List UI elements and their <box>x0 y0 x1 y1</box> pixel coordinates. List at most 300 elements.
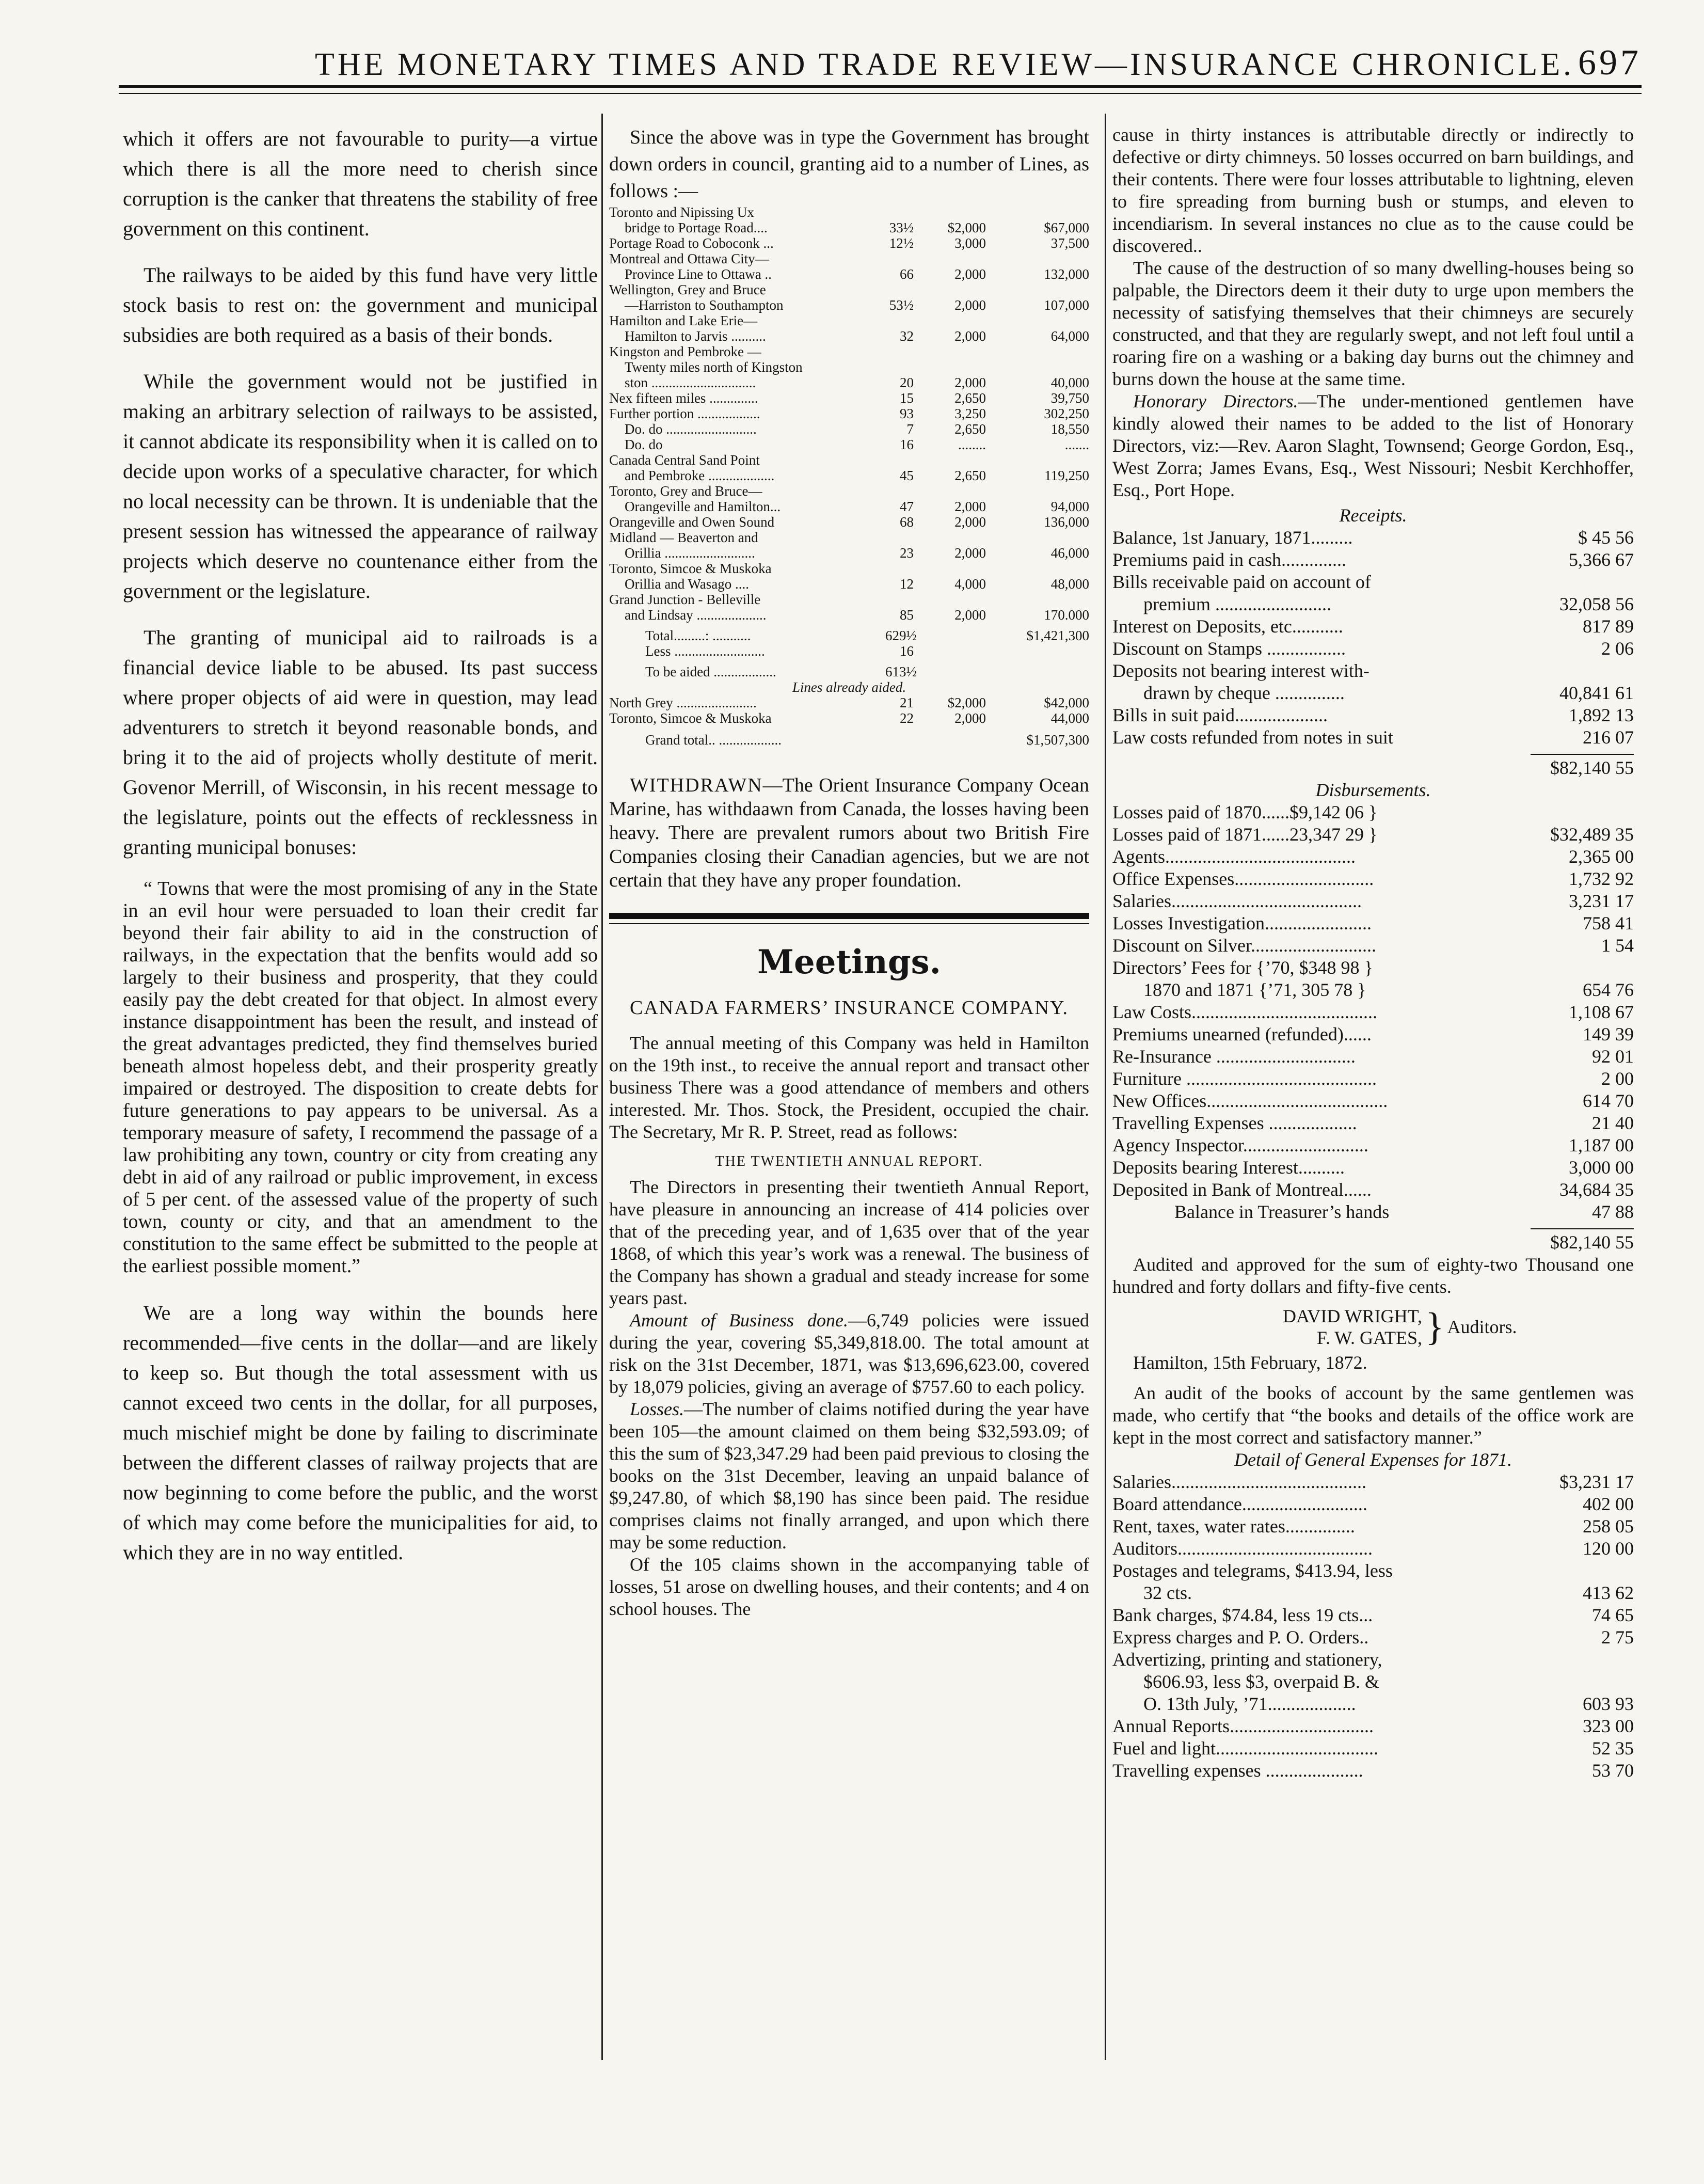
row-rate: 2,000 <box>954 545 986 561</box>
row-amount: 302,250 <box>1044 406 1089 421</box>
row-name: Toronto, Grey and Bruce— <box>609 483 762 499</box>
list-item <box>1112 1560 1634 1582</box>
row-rate: $2,000 <box>947 695 986 710</box>
header-rule-thin <box>119 93 1642 94</box>
withdrawn-paragraph <box>609 773 1089 892</box>
table-row <box>609 695 1089 710</box>
item-amount: 758 41 <box>1583 913 1634 933</box>
item-label: Bills receivable paid on account of <box>1112 572 1371 592</box>
general-expenses-list <box>1112 1471 1634 1782</box>
item-amount: 1 54 <box>1601 935 1634 956</box>
list-item <box>1112 549 1634 571</box>
list-item <box>1112 1179 1634 1201</box>
meeting-paragraph: The annual meeting of this Company was held in Hamilton on the 19th inst., to receive the annual report and transact other business There was a good attendance of members and others interested. Mr. Thos. Stock, the President, occupied the chair. The Secretary, Mr R. P. Street, read as follows: <box>609 1033 1089 1142</box>
withdrawn-text: —The Orient Insurance Company Ocean Marine, has withdaawn from Canada, the losses having been heavy. There are prevalent rumors about two British Fire Companies closing their Canadian agencies, but we are not certain that they have any proper foundation. <box>609 774 1089 891</box>
list-item <box>1112 1068 1634 1090</box>
row-amount: 107,000 <box>1044 297 1089 313</box>
row-miles: 66 <box>900 266 914 282</box>
grand-total <box>609 732 1089 748</box>
item-label: Interest on Deposits, etc........... <box>1112 616 1343 637</box>
item-amount: $32,489 35 <box>1550 824 1634 845</box>
list-item <box>1112 935 1634 957</box>
table-row <box>609 251 1089 266</box>
list-item <box>1112 1493 1634 1515</box>
list-item <box>1112 1023 1634 1046</box>
table-row <box>609 220 1089 235</box>
row-name: Kingston and Pembroke — <box>609 344 761 359</box>
list-item <box>1112 846 1634 868</box>
row-amount: 64,000 <box>1050 328 1089 344</box>
row-amount: 39,750 <box>1050 390 1089 406</box>
item-label: Salaries......................................... <box>1112 891 1362 911</box>
list-item <box>1112 1760 1634 1782</box>
row-rate: 2,000 <box>954 375 986 390</box>
item-amount: 2 75 <box>1601 1627 1634 1648</box>
item-amount: 5,366 67 <box>1569 549 1634 570</box>
list-item <box>1112 1001 1634 1023</box>
row-name: Twenty miles north of Kingston <box>625 359 803 375</box>
item-label: Premiums unearned (refunded)...... <box>1112 1024 1372 1044</box>
item-amount: 74 65 <box>1592 1605 1634 1625</box>
item-label: Agency Inspector........................... <box>1112 1135 1368 1156</box>
item-label: Balance, 1st January, 1871......... <box>1112 527 1353 548</box>
losses-paragraph <box>609 1398 1089 1554</box>
item-label: Losses Investigation....................... <box>1112 913 1372 933</box>
item-amount: 3,000 00 <box>1569 1157 1634 1178</box>
item-label: drawn by cheque ............... <box>1143 683 1345 703</box>
row-miles: 12 <box>900 576 914 592</box>
item-label: Annual Reports............................... <box>1112 1716 1374 1736</box>
row-name: Do. do .......................... <box>625 421 757 437</box>
row-rate: 3,250 <box>954 406 986 421</box>
editorial-paragraph-5: We are a long way within the bounds here recommended—five cents in the dollar—and are likely to keep so. But though the total assessment with us cannot exceed two cents in the dollar, for all purposes, much mischief might be done by failing to discriminate between the different classes of railway projects that are now beginning to come before the public, and the worst of which may come before the municipalities for aid, to which they are in no way entitled. <box>123 1301 598 1564</box>
row-miles: 22 <box>900 710 914 726</box>
row-name: Midland — Beaverton and <box>609 530 758 545</box>
row-rate: 2,000 <box>954 607 986 623</box>
honorary-paragraph <box>1112 390 1634 501</box>
losses-text: —The number of claims notified during the year have been 105—the amount claimed on them being $32,593.09; of this the sum of $23,347.29 had been paid previous to closing the books on the 31st December, leaving an unpaid balance of $9,247.80, of which $8,190 has since been paid. The residue comprises claims not finally arranged, and upon which there may be some reduction. <box>609 1399 1089 1553</box>
table-row <box>609 390 1089 406</box>
meetings-heading: Meetings. <box>757 943 941 982</box>
table-row <box>609 204 1089 220</box>
item-amount: 3,231 17 <box>1569 891 1634 911</box>
item-label: Discount on Silver........................... <box>1112 935 1376 956</box>
row-amount: 94,000 <box>1050 499 1089 514</box>
column-divider-1 <box>601 114 603 2060</box>
list-item <box>1112 1538 1634 1560</box>
row-rate: 2,000 <box>954 499 986 514</box>
list-item <box>1112 1515 1634 1538</box>
report-heading: THE TWENTIETH ANNUAL REPORT. <box>715 1153 983 1169</box>
table-row <box>609 359 1089 375</box>
lines-aided-table <box>609 695 1089 726</box>
claims-paragraph: Of the 105 claims shown in the accompanying table of losses, 51 arose on dwelling houses, and their contents; and 4 on school houses. The <box>609 1554 1089 1619</box>
row-rate: 2,000 <box>954 266 986 282</box>
item-label: Bills in suit paid.................... <box>1112 705 1328 725</box>
row-rate: $2,000 <box>947 220 986 235</box>
table-row <box>609 561 1089 576</box>
item-amount: 1,892 13 <box>1569 705 1634 725</box>
list-item <box>1112 1649 1634 1671</box>
list-item <box>1112 660 1634 682</box>
audit-paragraph: An audit of the books of account by the same gentlemen was made, who certify that “the books and details of the office work are kept in the most correct and satisfactory manner.” <box>1112 1383 1634 1448</box>
item-amount: 120 00 <box>1583 1538 1634 1559</box>
row-amount: $67,000 <box>1044 220 1089 235</box>
table-row <box>609 576 1089 592</box>
row-rate: 2,650 <box>954 421 986 437</box>
table-row <box>609 406 1089 421</box>
row-miles: 23 <box>900 545 914 561</box>
row-name: Do. do <box>625 437 663 452</box>
list-item <box>1112 682 1634 704</box>
table-row <box>609 344 1089 359</box>
table-row <box>609 375 1089 390</box>
item-amount: 216 07 <box>1583 727 1634 748</box>
row-rate: 3,000 <box>954 235 986 251</box>
withdrawn-lead: WITHDRAWN <box>630 774 763 796</box>
item-amount: $3,231 17 <box>1559 1471 1634 1492</box>
item-amount: 402 00 <box>1583 1494 1634 1514</box>
item-label: Board attendance........................... <box>1112 1494 1367 1514</box>
item-label: O. 13th July, ’71................... <box>1143 1694 1356 1714</box>
item-label: Balance in Treasurer’s hands <box>1174 1201 1390 1222</box>
railway-intro: Since the above was in type the Government has brought down orders in council, granting aid to a number of Lines, as follows :— <box>609 126 1089 202</box>
item-label: Furniture ......................................... <box>1112 1068 1377 1089</box>
item-amount: 40,841 61 <box>1559 683 1634 703</box>
item-label: Deposits not bearing interest with- <box>1112 660 1369 681</box>
row-rate: 2,000 <box>954 514 986 530</box>
row-miles: 53½ <box>889 297 914 313</box>
editorial-paragraph-1: which it offers are not favourable to purity—a virtue which there is all the more need to cherish since corruption is the canker that threatens the stability of free government on this continent. <box>123 127 598 240</box>
row-amount: 119,250 <box>1044 468 1089 483</box>
row-name: Orangeville and Owen Sound <box>609 514 775 530</box>
total-row: Total.........: ........... 629½ $1,421,300 <box>645 628 1089 643</box>
list-item <box>1112 527 1634 549</box>
item-amount: 149 39 <box>1583 1024 1634 1044</box>
table-row <box>609 483 1089 499</box>
row-name: North Grey ....................... <box>609 695 757 710</box>
row-miles: 33½ <box>889 220 914 235</box>
row-rate: 2,650 <box>954 468 986 483</box>
list-item <box>1112 1626 1634 1649</box>
item-amount: 92 01 <box>1592 1046 1634 1067</box>
item-label: Deposited in Bank of Montreal...... <box>1112 1179 1372 1200</box>
table-row <box>609 452 1089 468</box>
list-item <box>1112 615 1634 638</box>
masthead-title: THE MONETARY TIMES AND TRADE REVIEW—INSURANCE CHRONICLE. <box>315 47 1574 82</box>
auditor-name-2: F. W. GATES, <box>1316 1327 1422 1348</box>
railway-totals <box>609 628 1089 695</box>
table-row <box>609 297 1089 313</box>
item-label: Bank charges, $74.84, less 19 cts... <box>1112 1605 1373 1625</box>
column-divider-2 <box>1105 114 1106 2060</box>
auditors-block <box>1112 1305 1634 1349</box>
item-label: Discount on Stamps ................. <box>1112 638 1346 659</box>
list-item <box>1112 1715 1634 1737</box>
row-name: Wellington, Grey and Bruce <box>609 282 766 297</box>
list-item <box>1112 1604 1634 1626</box>
item-label: Re-Insurance .............................. <box>1112 1046 1356 1067</box>
row-rate: 2,000 <box>954 297 986 313</box>
receipts-list <box>1112 527 1634 749</box>
row-name: bridge to Portage Road.... <box>625 220 768 235</box>
item-label: Advertizing, printing and stationery, <box>1112 1649 1382 1670</box>
row-name: Orangeville and Hamilton... <box>625 499 781 514</box>
row-amount: 46,000 <box>1050 545 1089 561</box>
item-label: Law costs refunded from notes in suit <box>1112 727 1393 748</box>
table-row <box>609 499 1089 514</box>
disbursements-heading: Disbursements. <box>1315 780 1431 800</box>
list-item <box>1112 1112 1634 1134</box>
item-amount: 323 00 <box>1583 1716 1634 1736</box>
row-rate: 2,000 <box>954 328 986 344</box>
item-amount: 53 70 <box>1592 1760 1634 1781</box>
item-amount: 258 05 <box>1583 1516 1634 1537</box>
list-item <box>1112 824 1634 846</box>
list-item <box>1112 1671 1634 1693</box>
detail-heading: Detail of General Expenses for 1871. <box>1234 1449 1512 1470</box>
column-2 <box>609 124 1089 1620</box>
report-paragraph: The Directors in presenting their twentieth Annual Report, have pleasure in announcing an increase of 414 policies over that of the preceding year, and of 1,635 over that of the year 1868, of which this year’s work was a renewal. The business of the Company has shown a gradual and steady increase for some years past. <box>609 1177 1089 1308</box>
company-heading: CANADA FARMERS’ INSURANCE COMPANY. <box>630 997 1069 1019</box>
row-amount: $42,000 <box>1044 695 1089 710</box>
row-miles: 12½ <box>889 235 914 251</box>
to-be-aided-row: To be aided .................. 613½ <box>645 664 917 679</box>
railway-aid-table <box>609 204 1089 623</box>
row-name: Hamilton and Lake Erie— <box>609 313 758 328</box>
item-amount: 654 76 <box>1583 979 1634 1000</box>
row-name: Montreal and Ottawa City— <box>609 251 769 266</box>
honorary-lead: Honorary Directors. <box>1133 391 1298 412</box>
row-miles: 16 <box>900 437 914 452</box>
item-amount: 817 89 <box>1583 616 1634 637</box>
less-row: Less .......................... 16 <box>645 643 914 659</box>
list-item <box>1112 1046 1634 1068</box>
item-amount: 21 40 <box>1592 1113 1634 1133</box>
list-item <box>1112 1134 1634 1157</box>
item-label: Travelling Expenses ................... <box>1112 1113 1357 1133</box>
row-name: and Pembroke ................... <box>625 468 775 483</box>
row-rate: 2,000 <box>954 710 986 726</box>
row-name: Further portion .................. <box>609 406 760 421</box>
row-name: Toronto, Simcoe & Muskoka <box>609 561 772 576</box>
list-item <box>1112 890 1634 912</box>
table-row <box>609 607 1089 623</box>
column-3 <box>1112 124 1634 1782</box>
editorial-paragraph-4: The granting of municipal aid to railroads is a financial device liable to be abused. Its past success where proper objects of aid were in question, may lead adventurers to stretch it beyond reasonable bonds, and bring it to the aid of projects wholly destitute of merit. Govenor Merrill, of Wisconsin, in his recent message to the legislature, points out the effects of recklessness in granting municipal bonuses: <box>123 626 598 859</box>
row-name: Grand Junction - Belleville <box>609 592 761 607</box>
receipts-total-line <box>1112 754 1634 779</box>
row-name: Orillia and Wasago .... <box>625 576 750 592</box>
grand-total-amount: $1,507,300 <box>1026 732 1089 748</box>
item-label: Premiums paid in cash.............. <box>1112 549 1346 570</box>
list-item <box>1112 1471 1634 1493</box>
row-name: Toronto, Simcoe & Muskoka <box>609 710 772 726</box>
editorial-paragraph-3: While the government would not be justified in making an arbitrary selection of railways to be assisted, it cannot abdicate its responsibility when it is called on to decide upon works of a speculative character, for which no local necessity can be thrown. It is undeniable that the present session has witnessed the appearance of railway projects which deserve no countenance either from the government or the legislature. <box>123 370 598 603</box>
column-1 <box>123 124 598 1568</box>
row-amount: 136,000 <box>1044 514 1089 530</box>
row-name: ston .............................. <box>625 375 756 390</box>
auditors-brace: } <box>1425 1305 1444 1349</box>
list-item <box>1112 1090 1634 1112</box>
table-row <box>609 421 1089 437</box>
item-label: Losses paid of 1870......$9,142 06 } <box>1112 802 1378 822</box>
row-name: Province Line to Ottawa .. <box>625 266 772 282</box>
receipts-heading: Receipts. <box>1339 505 1407 526</box>
item-amount: 603 93 <box>1583 1694 1634 1714</box>
audited-paragraph: Audited and approved for the sum of eighty-two Thousand one hundred and forty dollars and fifty-five cents. <box>1112 1254 1634 1297</box>
item-label: Postages and telegrams, $413.94, less <box>1112 1560 1393 1581</box>
item-label: Express charges and P. O. Orders.. <box>1112 1627 1369 1648</box>
item-label: premium ......................... <box>1143 594 1331 614</box>
table-row <box>609 710 1089 726</box>
row-miles: 20 <box>900 375 914 390</box>
row-name: Nex fifteen miles .............. <box>609 390 758 406</box>
item-amount: $ 45 56 <box>1578 527 1634 548</box>
list-item <box>1112 726 1634 749</box>
header-rule <box>119 85 1642 88</box>
row-name: Orillia .......................... <box>625 545 755 561</box>
list-item <box>1112 638 1634 660</box>
table-row <box>609 468 1089 483</box>
chimney-paragraph: The cause of the destruction of so many dwelling-houses being so palpable, the Directors deem it their duty to urge upon members the necessity of satisfying themselves that their chimneys are securely constructed, and that they are regularly swept, and not left foul until a roaring fire on a washing or a baking day burns out the chimney and burns down the house at the same time. <box>1112 258 1634 389</box>
report-date: Hamilton, 15th February, 1872. <box>1133 1352 1367 1373</box>
item-label: Office Expenses.............................. <box>1112 868 1374 889</box>
editorial-paragraph-2: The railways to be aided by this fund have very little stock basis to rest on: the government and municipal subsidies are both required as a basis of their bonds. <box>123 263 598 346</box>
list-item <box>1112 1157 1634 1179</box>
table-row <box>609 530 1089 545</box>
business-paragraph <box>609 1309 1089 1398</box>
row-name: Hamilton to Jarvis .......... <box>625 328 766 344</box>
row-amount: 132,000 <box>1044 266 1089 282</box>
row-name: —Harriston to Southampton <box>625 297 784 313</box>
table-row <box>609 437 1089 452</box>
receipts-total: $82,140 55 <box>1531 754 1634 779</box>
table-row <box>609 266 1089 282</box>
list-item <box>1112 957 1634 979</box>
list-item <box>1112 801 1634 824</box>
item-label: Auditors.......................................... <box>1112 1538 1373 1559</box>
section-rule-thin <box>609 923 1089 924</box>
list-item <box>1112 1582 1634 1604</box>
row-amount: 37,500 <box>1050 235 1089 251</box>
row-name: Toronto and Nipissing Ux <box>609 204 754 220</box>
table-row <box>609 313 1089 328</box>
row-amount: 170.000 <box>1044 607 1089 623</box>
item-amount: 32,058 56 <box>1559 594 1634 614</box>
item-amount: 1,187 00 <box>1569 1135 1634 1156</box>
item-label: New Offices....................................... <box>1112 1090 1388 1111</box>
row-rate: ........ <box>958 437 986 452</box>
item-label: Agents......................................... <box>1112 846 1356 867</box>
item-amount: 52 35 <box>1592 1738 1634 1759</box>
list-item <box>1112 912 1634 935</box>
disbursements-list <box>1112 801 1634 1223</box>
item-label: $606.93, less $3, overpaid B. & <box>1143 1671 1379 1692</box>
item-label: Deposits bearing Interest.......... <box>1112 1157 1345 1178</box>
item-label: Travelling expenses ..................... <box>1112 1760 1363 1781</box>
item-amount: 413 62 <box>1583 1582 1634 1603</box>
row-miles: 68 <box>900 514 914 530</box>
list-item <box>1112 979 1634 1001</box>
row-name: and Lindsay .................... <box>625 607 767 623</box>
row-name: Canada Central Sand Point <box>609 452 760 468</box>
item-amount: 614 70 <box>1583 1090 1634 1111</box>
row-miles: 15 <box>900 390 914 406</box>
list-item <box>1112 593 1634 615</box>
row-miles: 7 <box>906 421 914 437</box>
business-text: —6,749 policies were issued during the year, covering $5,349,818.00. The total amount at risk on the 31st December, 1871, was $13,696,623.00, covered by 18,079 policies, giving an average of $757.60 to each policy. <box>609 1310 1089 1397</box>
item-amount: 2,365 00 <box>1569 846 1634 867</box>
row-miles: 93 <box>900 406 914 421</box>
row-miles: 21 <box>900 695 914 710</box>
row-amount: 48,000 <box>1050 576 1089 592</box>
auditor-name-1: DAVID WRIGHT, <box>1283 1306 1422 1326</box>
list-item <box>1112 868 1634 890</box>
item-label: Rent, taxes, water rates............... <box>1112 1516 1355 1537</box>
losses-lead: Losses. <box>630 1399 684 1419</box>
item-label: Losses paid of 1871......23,347 29 } <box>1112 824 1378 845</box>
item-amount: 1,732 92 <box>1569 868 1634 889</box>
page-header <box>119 31 1642 88</box>
item-label: Directors’ Fees for {’70, $348 98 } <box>1112 957 1373 978</box>
row-miles: 45 <box>900 468 914 483</box>
row-miles: 85 <box>900 607 914 623</box>
section-rule-thick <box>609 913 1089 919</box>
table-row <box>609 545 1089 561</box>
item-label: Law Costs........................................ <box>1112 1002 1377 1022</box>
item-amount: 1,108 67 <box>1569 1002 1634 1022</box>
row-amount: 44,000 <box>1050 710 1089 726</box>
item-amount: 2 00 <box>1601 1068 1634 1089</box>
table-row <box>609 592 1089 607</box>
row-miles: 47 <box>900 499 914 514</box>
item-amount: 2 06 <box>1601 638 1634 659</box>
list-item <box>1112 1201 1634 1223</box>
row-amount: ....... <box>1064 437 1089 452</box>
disbursements-total-line <box>1112 1228 1634 1254</box>
item-label: Salaries.......................................... <box>1112 1471 1366 1492</box>
causes-paragraph: cause in thirty instances is attributable directly or indirectly to defective or dirty chimneys. 50 losses occurred on barn buildings, and their contents. There were four losses attributable to lightning, eleven to fire spreading from burning bush or stumps, and eleven to incendiarism. In several instances no clue as to the cause could be discovered.. <box>1112 124 1634 256</box>
list-item <box>1112 571 1634 593</box>
grand-total-label: Grand total.. .................. <box>645 732 782 748</box>
row-rate: 2,650 <box>954 390 986 406</box>
row-amount: 18,550 <box>1050 421 1089 437</box>
governor-quote: “ Towns that were the most promising of any in the State in an evil hour were persuaded to loan their credit far beyond their fair ability to aid in the construction of railways, in the expectation that the benfits would add so largely to their business and prosperity, that they could easily pay the debt created for that object. In almost every instance disappointment has been the result, and instead of the great advantages predicted, they find themselves buried beneath almost hopeless debt, and their prosperity greatly impaired or destroyed. The disposition to create debts for future generations to pay appears to be universal. As a temporary measure of safety, I recommend the passage of a law prohibiting any town, country or city from creating any debt in aid of any railroad or public improvement, in excess of 5 per cent. of the assessed value of the property of such town, county or city, and that an amendment to the constitution to the same effect be submitted to the people at the earliest possible moment.” <box>123 878 598 1277</box>
list-item <box>1112 704 1634 726</box>
disbursements-total: $82,140 55 <box>1531 1228 1634 1254</box>
table-row <box>609 328 1089 344</box>
row-name: Portage Road to Coboconk ... <box>609 235 774 251</box>
page-number: 697 <box>1578 43 1642 83</box>
row-rate: 4,000 <box>954 576 986 592</box>
item-label: 32 cts. <box>1143 1582 1192 1603</box>
auditors-label: Auditors. <box>1447 1317 1517 1337</box>
row-miles: 32 <box>900 328 914 344</box>
business-lead: Amount of Business done. <box>630 1310 849 1331</box>
list-item <box>1112 1693 1634 1715</box>
list-item <box>1112 1737 1634 1760</box>
item-amount: 34,684 35 <box>1559 1179 1634 1200</box>
table-row <box>609 235 1089 251</box>
item-label: Fuel and light................................... <box>1112 1738 1378 1759</box>
honorary-text: —The under-mentioned gentlemen have kindly alowed their names to be added to the list of Honorary Directors, viz:—Rev. Aaron Slaght, Townsend; George Gordon, Esq., West Zorra; James Evans, Esq., West Nissouri; Nesbit Kerchhoffer, Esq., Port Hope. <box>1112 391 1634 500</box>
table-row <box>609 514 1089 530</box>
item-label: 1870 and 1871 {’71, 305 78 } <box>1143 979 1366 1000</box>
row-amount: 40,000 <box>1050 375 1089 390</box>
item-amount: 47 88 <box>1592 1201 1634 1222</box>
lines-aided-caption: Lines already aided. <box>792 679 906 695</box>
